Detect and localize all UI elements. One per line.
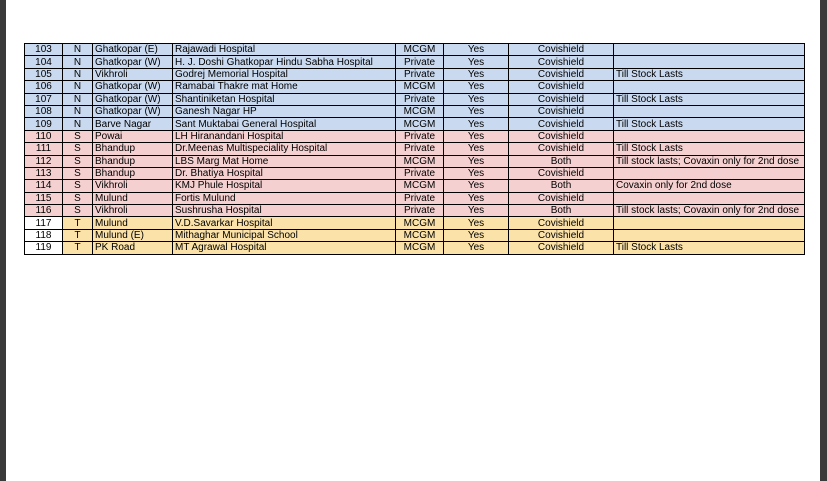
cell-vaccine: Covishield (509, 192, 614, 204)
cell-zone: S (63, 192, 93, 204)
cell-remarks (614, 130, 805, 142)
cell-type: Private (396, 192, 444, 204)
cell-serial: 103 (25, 44, 63, 56)
cell-walkin: Yes (444, 167, 509, 179)
cell-centre-name: Ganesh Nagar HP (173, 105, 396, 117)
cell-area: Ghatkopar (W) (93, 93, 173, 105)
cell-vaccine: Covishield (509, 44, 614, 56)
cell-centre-name: H. J. Doshi Ghatkopar Hindu Sabha Hospital (173, 56, 396, 68)
cell-area: Barve Nagar (93, 118, 173, 130)
cell-area: Ghatkopar (W) (93, 81, 173, 93)
cell-remarks (614, 217, 805, 229)
cell-type: MCGM (396, 81, 444, 93)
cell-zone: N (63, 105, 93, 117)
cell-type: MCGM (396, 229, 444, 241)
cell-serial: 105 (25, 68, 63, 80)
cell-type: MCGM (396, 105, 444, 117)
cell-centre-name: Shantiniketan Hospital (173, 93, 396, 105)
table-row (25, 167, 805, 179)
cell-remarks: Till Stock Lasts (614, 68, 805, 80)
cell-type: Private (396, 93, 444, 105)
cell-remarks (614, 192, 805, 204)
cell-centre-name: Fortis Mulund (173, 192, 396, 204)
cell-centre-name: Dr. Bhatiya Hospital (173, 167, 396, 179)
cell-remarks (614, 167, 805, 179)
cell-type: Private (396, 205, 444, 217)
cell-serial: 119 (25, 242, 63, 254)
cell-type: Private (396, 143, 444, 155)
table-row (25, 217, 805, 229)
cell-zone: S (63, 167, 93, 179)
cell-walkin: Yes (444, 93, 509, 105)
cell-remarks (614, 56, 805, 68)
cell-area: Mulund (E) (93, 229, 173, 241)
cell-area: Vikhroli (93, 68, 173, 80)
cell-centre-name: Dr.Meenas Multispeciality Hospital (173, 143, 396, 155)
table-row (25, 242, 805, 254)
table-row (25, 81, 805, 93)
cell-area: Mulund (93, 192, 173, 204)
cell-walkin: Yes (444, 130, 509, 142)
cell-remarks: Till stock lasts; Covaxin only for 2nd dose (614, 205, 805, 217)
cell-serial: 110 (25, 130, 63, 142)
cell-centre-name: Sushrusha Hospital (173, 205, 396, 217)
cell-area: Vikhroli (93, 205, 173, 217)
cell-serial: 106 (25, 81, 63, 93)
cell-vaccine: Covishield (509, 143, 614, 155)
cell-centre-name: Ramabai Thakre mat Home (173, 81, 396, 93)
cell-remarks (614, 105, 805, 117)
cell-walkin: Yes (444, 81, 509, 93)
cell-area: Ghatkopar (W) (93, 105, 173, 117)
cell-centre-name: KMJ Phule Hospital (173, 180, 396, 192)
cell-area: Mulund (93, 217, 173, 229)
cell-area: PK Road (93, 242, 173, 254)
cell-vaccine: Covishield (509, 93, 614, 105)
cell-zone: N (63, 44, 93, 56)
cell-walkin: Yes (444, 155, 509, 167)
cell-serial: 113 (25, 167, 63, 179)
cell-serial: 111 (25, 143, 63, 155)
cell-type: MCGM (396, 180, 444, 192)
cell-area: Vikhroli (93, 180, 173, 192)
cell-walkin: Yes (444, 56, 509, 68)
cell-area: Ghatkopar (W) (93, 56, 173, 68)
cell-centre-name: Mithaghar Municipal School (173, 229, 396, 241)
cell-remarks (614, 81, 805, 93)
cell-walkin: Yes (444, 118, 509, 130)
cell-centre-name: Rajawadi Hospital (173, 44, 396, 56)
cell-vaccine: Both (509, 155, 614, 167)
cell-remarks: Covaxin only for 2nd dose (614, 180, 805, 192)
cell-walkin: Yes (444, 192, 509, 204)
cell-remarks: Till Stock Lasts (614, 143, 805, 155)
cell-serial: 114 (25, 180, 63, 192)
table-row (25, 68, 805, 80)
cell-serial: 107 (25, 93, 63, 105)
cell-serial: 104 (25, 56, 63, 68)
cell-serial: 116 (25, 205, 63, 217)
cell-vaccine: Both (509, 180, 614, 192)
table-row (25, 93, 805, 105)
cell-serial: 115 (25, 192, 63, 204)
cell-centre-name: Sant Muktabai General Hospital (173, 118, 396, 130)
cell-zone: N (63, 118, 93, 130)
cell-walkin: Yes (444, 217, 509, 229)
cell-serial: 112 (25, 155, 63, 167)
cell-zone: S (63, 205, 93, 217)
cell-type: Private (396, 56, 444, 68)
table-row (25, 155, 805, 167)
table-row (25, 180, 805, 192)
table-row (25, 118, 805, 130)
cell-vaccine: Covishield (509, 81, 614, 93)
cell-vaccine: Covishield (509, 56, 614, 68)
cell-type: Private (396, 167, 444, 179)
cell-remarks (614, 229, 805, 241)
cell-centre-name: LH Hiranandani Hospital (173, 130, 396, 142)
cell-zone: T (63, 229, 93, 241)
cell-vaccine: Covishield (509, 229, 614, 241)
cell-vaccine: Covishield (509, 130, 614, 142)
cell-centre-name: V.D.Savarkar Hospital (173, 217, 396, 229)
table-row (25, 44, 805, 56)
cell-vaccine: Covishield (509, 118, 614, 130)
cell-remarks: Till stock lasts; Covaxin only for 2nd dose (614, 155, 805, 167)
cell-zone: S (63, 130, 93, 142)
cell-area: Powai (93, 130, 173, 142)
cell-vaccine: Covishield (509, 242, 614, 254)
table-row (25, 56, 805, 68)
cell-walkin: Yes (444, 205, 509, 217)
cell-type: Private (396, 130, 444, 142)
cell-vaccine: Both (509, 205, 614, 217)
table-row (25, 130, 805, 142)
cell-serial: 117 (25, 217, 63, 229)
cell-zone: N (63, 68, 93, 80)
table-row (25, 229, 805, 241)
cell-area: Bhandup (93, 167, 173, 179)
cell-remarks: Till Stock Lasts (614, 93, 805, 105)
cell-walkin: Yes (444, 105, 509, 117)
cell-type: MCGM (396, 242, 444, 254)
table-row (25, 105, 805, 117)
cell-type: MCGM (396, 118, 444, 130)
cell-zone: T (63, 217, 93, 229)
cell-serial: 108 (25, 105, 63, 117)
vaccination-centre-table (24, 43, 805, 255)
cell-centre-name: LBS Marg Mat Home (173, 155, 396, 167)
cell-zone: N (63, 93, 93, 105)
cell-zone: T (63, 242, 93, 254)
cell-walkin: Yes (444, 44, 509, 56)
cell-walkin: Yes (444, 180, 509, 192)
table-body (25, 44, 805, 255)
cell-type: MCGM (396, 217, 444, 229)
cell-vaccine: Covishield (509, 167, 614, 179)
cell-type: MCGM (396, 44, 444, 56)
cell-remarks (614, 44, 805, 56)
document-page (6, 0, 820, 481)
cell-zone: N (63, 56, 93, 68)
cell-remarks: Till Stock Lasts (614, 118, 805, 130)
cell-zone: S (63, 143, 93, 155)
cell-walkin: Yes (444, 68, 509, 80)
cell-area: Bhandup (93, 143, 173, 155)
cell-vaccine: Covishield (509, 217, 614, 229)
cell-serial: 118 (25, 229, 63, 241)
cell-vaccine: Covishield (509, 105, 614, 117)
cell-area: Ghatkopar (E) (93, 44, 173, 56)
cell-zone: N (63, 81, 93, 93)
cell-walkin: Yes (444, 229, 509, 241)
table-row (25, 205, 805, 217)
cell-centre-name: MT Agrawal Hospital (173, 242, 396, 254)
cell-type: Private (396, 68, 444, 80)
cell-centre-name: Godrej Memorial Hospital (173, 68, 396, 80)
table-row (25, 143, 805, 155)
cell-area: Bhandup (93, 155, 173, 167)
cell-walkin: Yes (444, 143, 509, 155)
cell-vaccine: Covishield (509, 68, 614, 80)
cell-remarks: Till Stock Lasts (614, 242, 805, 254)
cell-serial: 109 (25, 118, 63, 130)
cell-zone: S (63, 180, 93, 192)
table-row (25, 192, 805, 204)
cell-zone: S (63, 155, 93, 167)
cell-type: MCGM (396, 155, 444, 167)
cell-walkin: Yes (444, 242, 509, 254)
